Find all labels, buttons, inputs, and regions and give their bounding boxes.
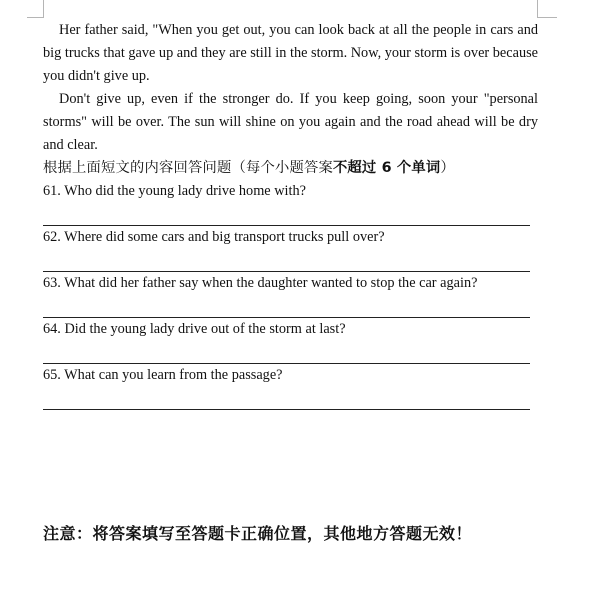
answer-line-61[interactable] [43,203,530,226]
answer-line-63[interactable] [43,295,530,318]
crop-mark-top-right-vertical [537,0,538,17]
question-block-62 [43,226,538,272]
question-62: 62. Where did some cars and big transport trucks pull over? [43,229,385,245]
question-instruction [43,157,538,180]
instruction-suffix: ） [440,160,455,176]
question-63: 63. What did her father say when the daughter wanted to stop the car again? [43,275,478,291]
passage-paragraph-1: Her father said, "When you get out, you can look back at all the people in cars and big trucks that gave up and they are still in the storm. Now, your storm is over because you didn't give up. [43,22,538,84]
question-block-61 [43,180,538,226]
question-block-63 [43,272,538,318]
instruction-prefix: 根据上面短文的内容回答问题（每个小题答案 [43,160,333,176]
answer-sheet-notice: 注意：将答案填写至答题卡正确位置，其他地方答题无效！ [43,524,473,543]
instruction-word-limit: 不超过 6 个单词 [332,160,441,176]
answer-line-62[interactable] [43,249,530,272]
crop-mark-top-right-horizontal [537,17,557,18]
question-block-64 [43,318,538,364]
document-page [43,19,538,410]
crop-mark-top-left-vertical [43,0,44,17]
question-61: 61. Who did the young lady drive home with? [43,183,306,199]
answer-line-64[interactable] [43,341,530,364]
question-65: 65. What can you learn from the passage? [43,367,283,383]
crop-mark-top-left-horizontal [27,17,44,18]
answer-line-65[interactable] [43,387,530,410]
question-64: 64. Did the young lady drive out of the storm at last? [43,321,346,337]
passage-paragraph-2: Don't give up, even if the stronger do. If you keep going, soon your "personal storms" will be over. The sun will shine on you again and the road ahead will be dry and clear. [43,91,538,153]
question-block-65 [43,364,538,410]
